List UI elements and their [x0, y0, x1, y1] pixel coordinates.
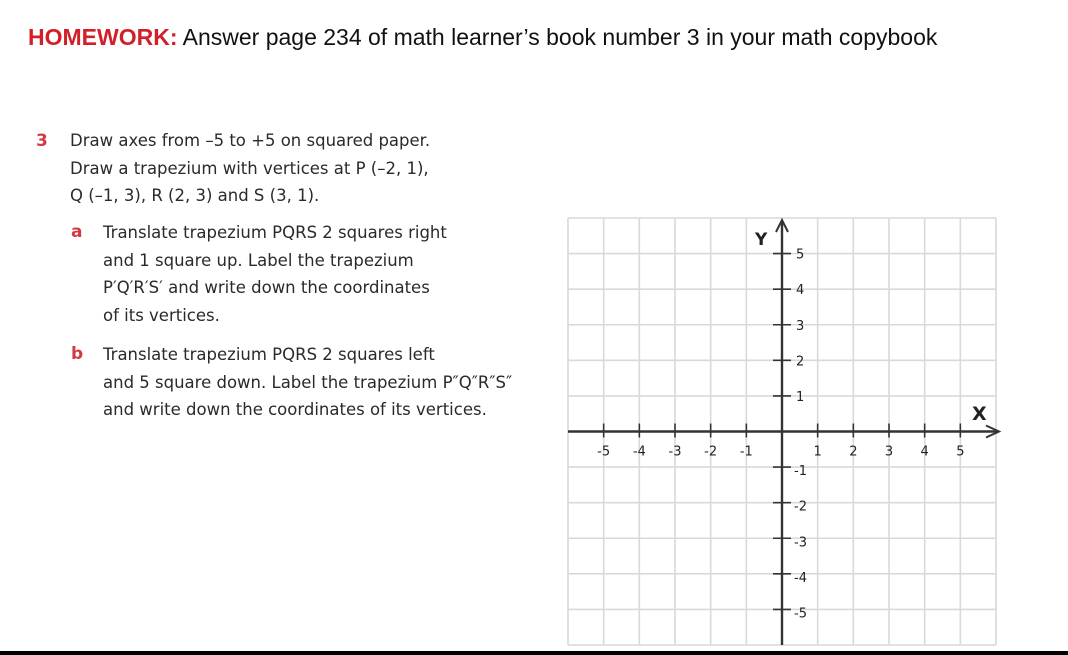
question-number: 3 [36, 131, 48, 151]
y-tick-label: 3 [796, 318, 805, 334]
y-tick-label: -2 [794, 499, 807, 515]
part-a-line: P′Q′R′S′ and write down the coordinates [103, 278, 430, 297]
x-tick-label: -3 [668, 444, 682, 460]
homework-label: HOMEWORK: [28, 24, 178, 50]
y-tick-label: 2 [796, 354, 805, 370]
part-a-line: Translate trapezium PQRS 2 squares right [103, 223, 447, 242]
axes [568, 220, 999, 645]
y-tick-label: -1 [794, 464, 807, 480]
y-tick-label: -5 [794, 606, 807, 622]
x-tick-label: -4 [632, 444, 646, 460]
y-axis-label: Y [755, 230, 768, 250]
x-tick-label: 1 [813, 444, 822, 460]
x-tick-label: -1 [739, 444, 753, 460]
part-a-line: of its vertices. [103, 305, 220, 325]
x-tick-label: -5 [597, 444, 611, 460]
bottom-border [0, 651, 1068, 655]
x-tick-label: 3 [884, 444, 894, 460]
part-a-line: and 1 square up. Label the trapezium [103, 250, 414, 270]
part-a-letter: a [71, 222, 83, 242]
y-tick-label: 5 [796, 247, 805, 263]
part-b-line: and write down the coordinates of its vertices. [103, 400, 487, 419]
x-tick-label: 2 [849, 444, 858, 460]
question-line: Q (–1, 3), R (2, 3) and S (3, 1). [70, 186, 320, 205]
y-tick-label: -4 [794, 570, 807, 586]
y-tick-label: -3 [794, 535, 807, 551]
question-line: Draw a trapezium with vertices at P (–2, 1), [70, 158, 429, 178]
part-b-line: and 5 square down. Label the trapezium P″Q″R″S″ [103, 372, 513, 392]
part-b-letter: b [71, 344, 84, 364]
y-tick-label: 1 [796, 389, 805, 405]
x-axis-label: X [972, 403, 987, 425]
x-tick-label: -2 [704, 444, 718, 460]
y-tick-label: 4 [796, 283, 805, 299]
x-tick-label: 4 [920, 444, 929, 460]
part-b-line: Translate trapezium PQRS 2 squares left [103, 345, 435, 364]
homework-text: Answer page 234 of math learner’s book number 3 in your math copybook [177, 24, 938, 50]
x-tick-label: 5 [956, 444, 965, 460]
question-line: Draw axes from –5 to +5 on squared paper. [70, 131, 431, 150]
